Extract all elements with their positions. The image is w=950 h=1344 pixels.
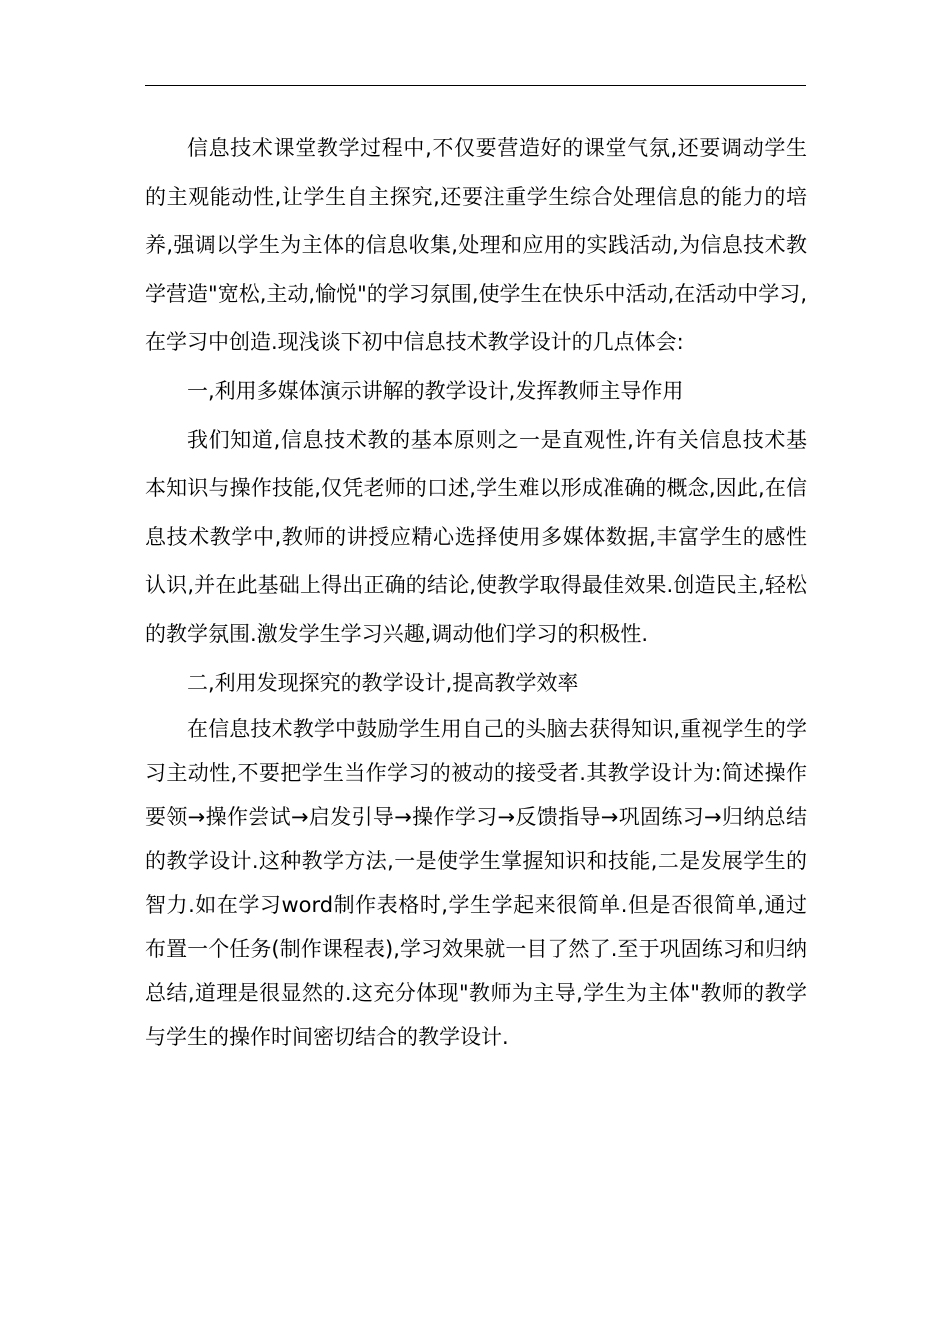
intro-paragraph: 信息技术课堂教学过程中,不仅要营造好的课堂气氛,还要调动学生的主观能动性,让学生自主探究,还要注重学生综合处理信息的能力的培养,强调以学生为主体的信息收集,处理和应用的实践活动,为信息技术教学营造"宽松,主动,愉悦"的学习氛围,使学生在快乐中活动,在活动中学习,在学习中创造.现浅谈下初中信息技术教学设计的几点体会: xyxy=(145,136,807,355)
section-2-paragraph: 在信息技术教学中鼓励学生用自己的头脑去获得知识,重视学生的学习主动性,不要把学生当作学习的被动的接受者.其教学设计为:简述操作要领→操作尝试→启发引导→操作学习→反馈指导→巩固练习→归纳总结的教学设计.这种教学方法,一是使学生掌握知识和技能,二是发展学生的智力.如在学习word制作表格时,学生学起来很简单.但是否很简单,通过布置一个任务(制作课程表),学习效果就一目了然了.至于巩固练习和归纳总结,道理是很显然的.这充分体现"教师为主导,学生为主体"教师的教学与学生的操作时间密切结合的教学设计. xyxy=(145,717,807,1050)
section-heading-1: 一,利用多媒体演示讲解的教学设计,发挥教师主导作用 xyxy=(187,378,684,403)
section-heading-2: 二,利用发现探究的教学设计,提高教学效率 xyxy=(187,670,579,695)
header-rule xyxy=(145,85,806,86)
document-body xyxy=(145,124,807,1059)
section-1-paragraph: 我们知道,信息技术教的基本原则之一是直观性,许有关信息技术基本知识与操作技能,仅凭老师的口述,学生难以形成准确的概念,因此,在信息技术教学中,教师的讲授应精心选择使用多媒体数据,丰富学生的感性认识,并在此基础上得出正确的结论,使教学取得最佳效果.创造民主,轻松的教学氛围.激发学生学习兴趣,调动他们学习的积极性. xyxy=(145,427,807,646)
